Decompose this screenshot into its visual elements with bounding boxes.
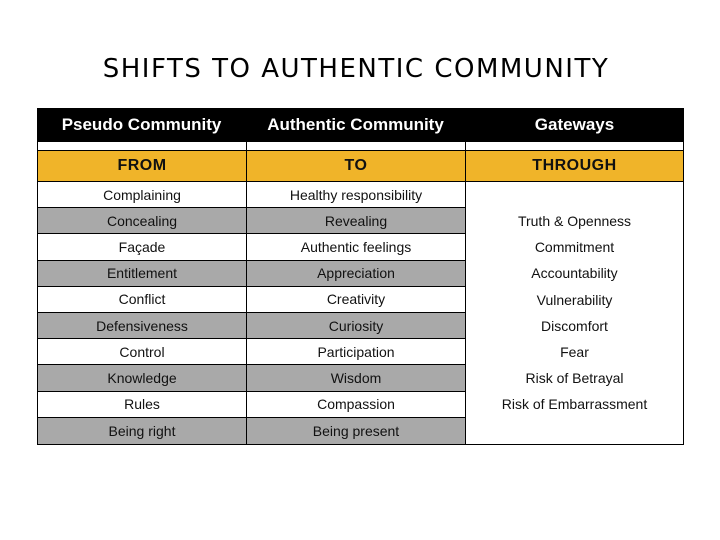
header-pseudo-community: Pseudo Community xyxy=(61,115,222,134)
spacer-cell xyxy=(466,142,684,150)
to-cell: Compassion xyxy=(247,392,466,417)
subheader-to: TO xyxy=(247,151,466,181)
to-cell: Appreciation xyxy=(247,261,466,286)
header-gateways: Gateways xyxy=(534,115,615,134)
gateway-item: Vulnerability xyxy=(536,291,613,308)
to-cell: Creativity xyxy=(247,287,466,312)
spacer-cell xyxy=(247,142,466,150)
from-cell: Façade xyxy=(38,234,247,259)
table-row xyxy=(38,287,466,313)
table-row xyxy=(38,208,466,234)
from-cell: Control xyxy=(38,339,247,364)
header-authentic-community: Authentic Community xyxy=(267,115,444,134)
from-cell: Knowledge xyxy=(38,365,247,390)
table-row xyxy=(38,261,466,287)
table-body xyxy=(37,182,684,445)
gateway-item: Risk of Embarrassment xyxy=(501,396,648,413)
gateway-item: Truth & Openness xyxy=(517,213,632,230)
table-subheader xyxy=(37,150,684,182)
header-spacer xyxy=(37,142,684,150)
to-cell: Healthy responsibility xyxy=(247,182,466,207)
to-cell: Authentic feelings xyxy=(247,234,466,259)
to-cell: Wisdom xyxy=(247,365,466,390)
gateway-item: Discomfort xyxy=(541,317,608,334)
gateway-item: Fear xyxy=(560,344,589,361)
to-cell: Curiosity xyxy=(247,313,466,338)
table-row xyxy=(38,234,466,260)
from-cell: Conflict xyxy=(38,287,247,312)
gateway-item: Commitment xyxy=(534,239,615,256)
table-row xyxy=(38,418,466,444)
shifts-table xyxy=(37,108,684,445)
spacer-cell xyxy=(37,142,247,150)
from-cell: Entitlement xyxy=(38,261,247,286)
subheader-from: FROM xyxy=(38,151,247,181)
to-cell: Being present xyxy=(247,418,466,444)
from-cell: Complaining xyxy=(38,182,247,207)
from-cell: Rules xyxy=(38,392,247,417)
table-header xyxy=(37,108,684,142)
table-row xyxy=(38,365,466,391)
table-row xyxy=(38,313,466,339)
gateway-item: Accountability xyxy=(531,265,618,282)
table-row xyxy=(38,182,466,208)
gateway-item: Risk of Betrayal xyxy=(525,370,624,387)
from-to-columns xyxy=(38,182,466,444)
to-cell: Revealing xyxy=(247,208,466,233)
to-cell: Participation xyxy=(247,339,466,364)
from-cell: Being right xyxy=(38,418,247,444)
gateways-column xyxy=(466,182,683,444)
table-row xyxy=(38,339,466,365)
table-row xyxy=(38,392,466,418)
from-cell: Concealing xyxy=(38,208,247,233)
from-cell: Defensiveness xyxy=(38,313,247,338)
subheader-through: THROUGH xyxy=(532,157,617,174)
page-title: SHIFTS TO AUTHENTIC COMMUNITY xyxy=(102,54,610,84)
